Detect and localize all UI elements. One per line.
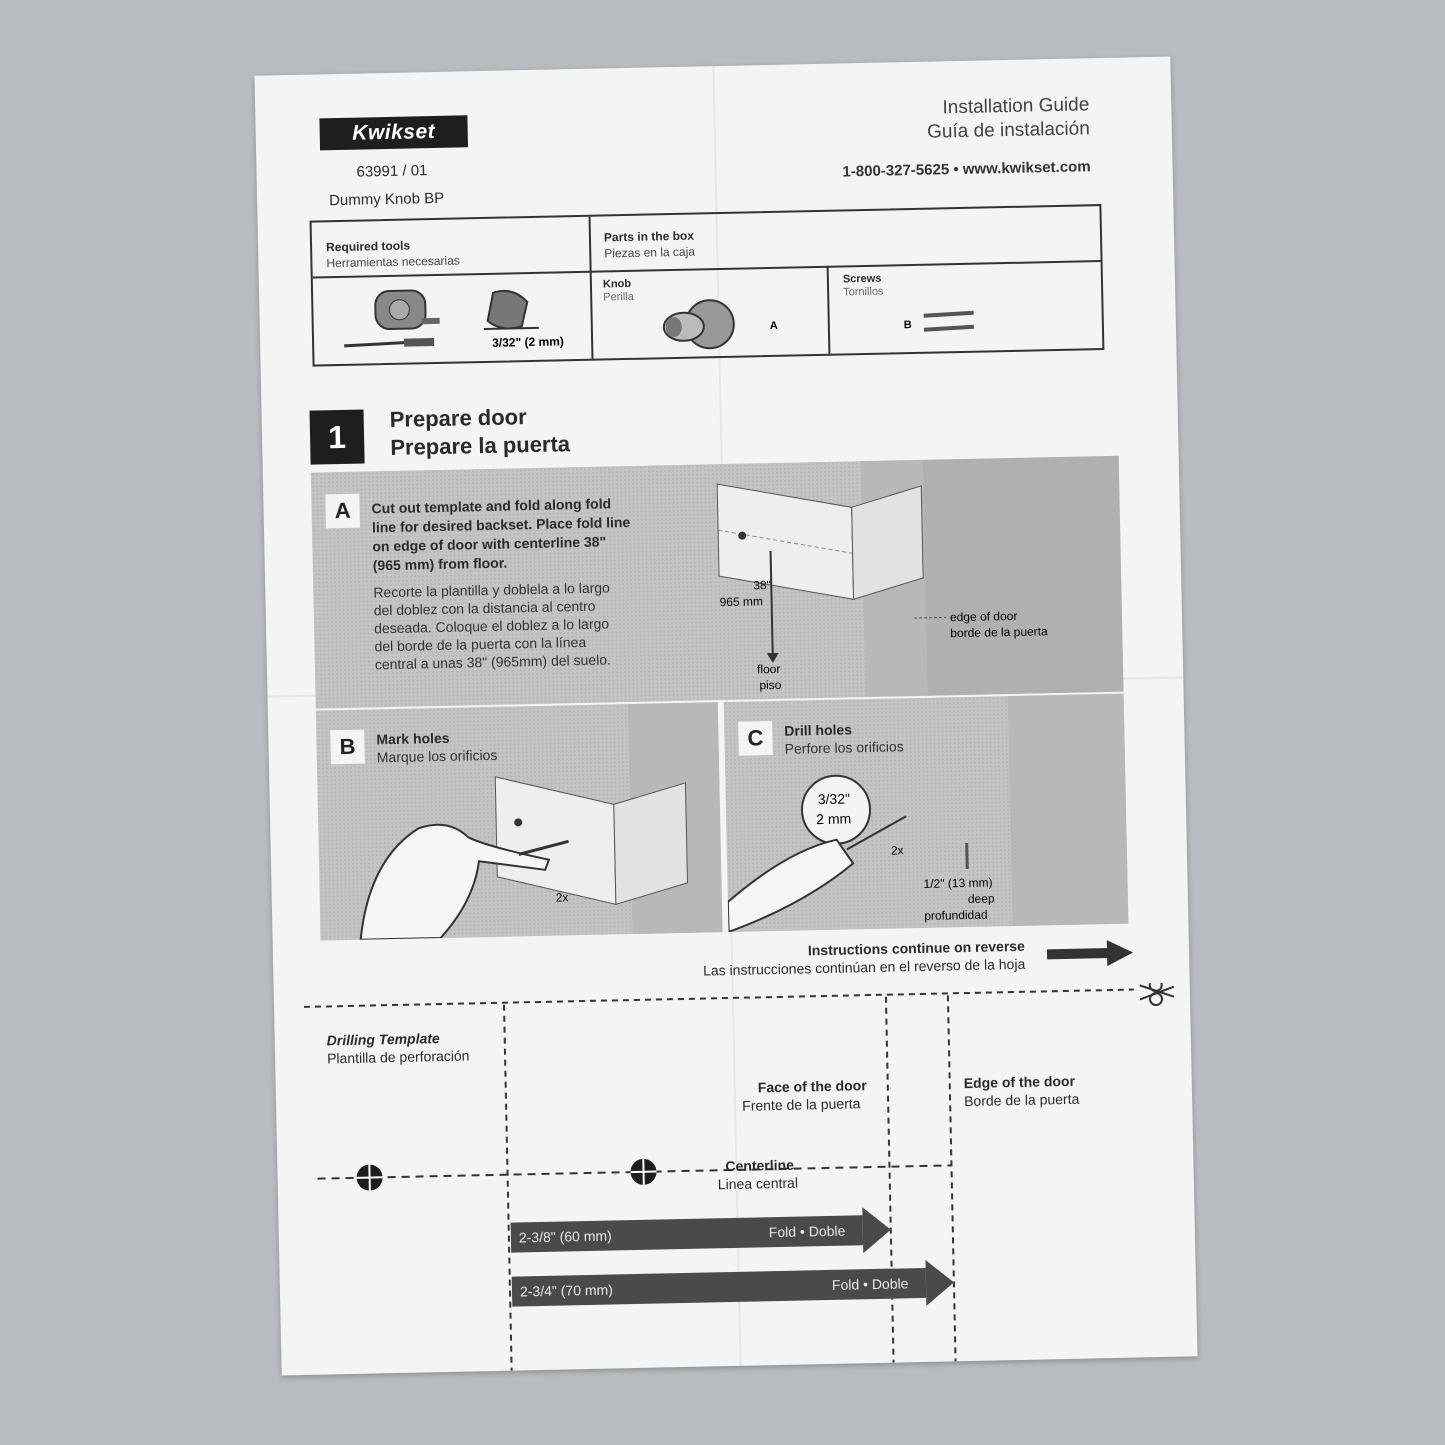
panel-c-title-en: Drill holes — [784, 721, 853, 739]
knob-label-es: Perilla — [603, 290, 634, 304]
screwdriver-icon — [344, 338, 434, 348]
face-of-door-es: Frente de la puerta — [741, 1095, 861, 1114]
guide-title-en: Installation Guide — [942, 94, 1090, 119]
panel-b — [316, 702, 723, 940]
edge-label-es: borde de la puerta — [950, 624, 1048, 641]
drill-count: 2x — [890, 843, 904, 858]
centerline-label-es: Linea central — [717, 1174, 799, 1193]
drill-icon — [483, 290, 539, 329]
panel-c-illustration — [724, 694, 1129, 932]
continue-note-en: Instructions continue on reverse — [807, 937, 1026, 959]
edge-label-en: edge of door — [949, 608, 1018, 625]
screws-label-en: Screws — [842, 272, 882, 286]
panel-c — [724, 694, 1129, 932]
edge-of-door-en: Edge of the door — [963, 1072, 1076, 1092]
screws-letter: B — [903, 319, 912, 332]
floor-label-en: floor — [756, 661, 781, 677]
tools-illustration — [333, 279, 584, 358]
tools-title-es: Herramientas necesarias — [326, 253, 460, 271]
mark-count: 2x — [555, 890, 569, 905]
template-title-es: Plantilla de perforación — [326, 1047, 470, 1067]
panel-b-letter: B — [330, 730, 365, 765]
step-title-en: Prepare door — [389, 404, 527, 432]
knob-icon — [643, 293, 794, 356]
tape-measure-icon — [375, 290, 440, 329]
panel-a-illustration — [711, 456, 1124, 700]
step-number: 1 — [310, 410, 365, 465]
edge-of-door-es: Borde de la puerta — [963, 1090, 1080, 1110]
panel-b-illustration — [316, 702, 723, 940]
knob-letter: A — [769, 319, 778, 332]
backset-long-label: 2-3/4" (70 mm) — [519, 1281, 614, 1300]
height-inches: 38" — [753, 578, 772, 593]
continue-note-es: Las instrucciones continúan en el reverso de la hoja — [702, 955, 1026, 979]
bit-size-inches: 3/32" — [817, 790, 851, 808]
hole-mark-icon — [356, 1164, 383, 1191]
tools-title-en: Required tools — [325, 238, 411, 255]
panel-b-title-en: Mark holes — [376, 729, 450, 748]
template-title-en: Drilling Template — [326, 1030, 440, 1049]
template-icon — [717, 480, 923, 602]
contact-info: 1-800-327-5625 • www.kwikset.com — [842, 158, 1091, 181]
drill-bit-size: 3/32" (2 mm) — [491, 334, 564, 350]
panel-b-title-es: Marque los orificios — [376, 746, 498, 766]
fold-label-long: Fold • Doble — [831, 1275, 909, 1293]
panel-a — [311, 456, 1124, 709]
face-of-door-en: Face of the door — [757, 1077, 867, 1096]
brand-logo: Kwikset — [319, 115, 468, 150]
model-number: 63991 / 01 — [356, 162, 428, 181]
tools-parts-box — [310, 204, 1105, 367]
template-icon — [495, 773, 688, 907]
bit-size-mm: 2 mm — [816, 810, 852, 828]
height-mm: 965 mm — [719, 594, 764, 610]
depth-value: 1/2" (13 mm) — [923, 875, 993, 891]
bit-size-callout — [801, 775, 870, 844]
panel-a-text-en: Cut out template and fold along fold line for desired backset. Place fold line on edge of door with centerline 38" (965 mm) from floor. — [371, 495, 631, 574]
depth-label-en: deep — [967, 891, 995, 906]
parts-title-es: Piezas en la caja — [604, 244, 696, 261]
guide-title-es: Guía de instalación — [926, 118, 1091, 143]
backset-arrow-long — [512, 1259, 955, 1314]
scissors-icon — [1140, 982, 1175, 1005]
product-name: Dummy Knob BP — [328, 189, 445, 210]
panel-a-letter: A — [325, 494, 360, 529]
fold-label-short: Fold • Doble — [768, 1222, 846, 1241]
centerline-label-en: Centerline — [725, 1156, 795, 1175]
depth-label-es: profundidad — [924, 907, 988, 923]
continue-arrow-icon — [1043, 937, 1144, 969]
parts-title-en: Parts in the box — [603, 228, 695, 245]
panel-a-text-es: Recorte la plantilla y doblela a lo largo del doblez con la distancia al centro deseada. Coloque el doblez a lo largo del borde de la puerta con la línea central a unas 38" (965mm) del suelo. — [373, 579, 612, 673]
backset-short-label: 2-3/8" (60 mm) — [518, 1227, 612, 1246]
instruction-sheet — [254, 57, 1197, 1376]
panel-c-letter: C — [738, 721, 773, 756]
backset-arrow-short — [510, 1207, 891, 1261]
panel-c-title-es: Perfore los orificios — [784, 738, 904, 757]
floor-label-es: piso — [759, 677, 782, 693]
screws-icon — [903, 300, 1014, 342]
hole-mark-icon — [630, 1159, 657, 1186]
knob-label-en: Knob — [602, 277, 632, 291]
step-title-es: Prepare la puerta — [390, 431, 571, 460]
screws-label-es: Tornillos — [843, 285, 884, 299]
